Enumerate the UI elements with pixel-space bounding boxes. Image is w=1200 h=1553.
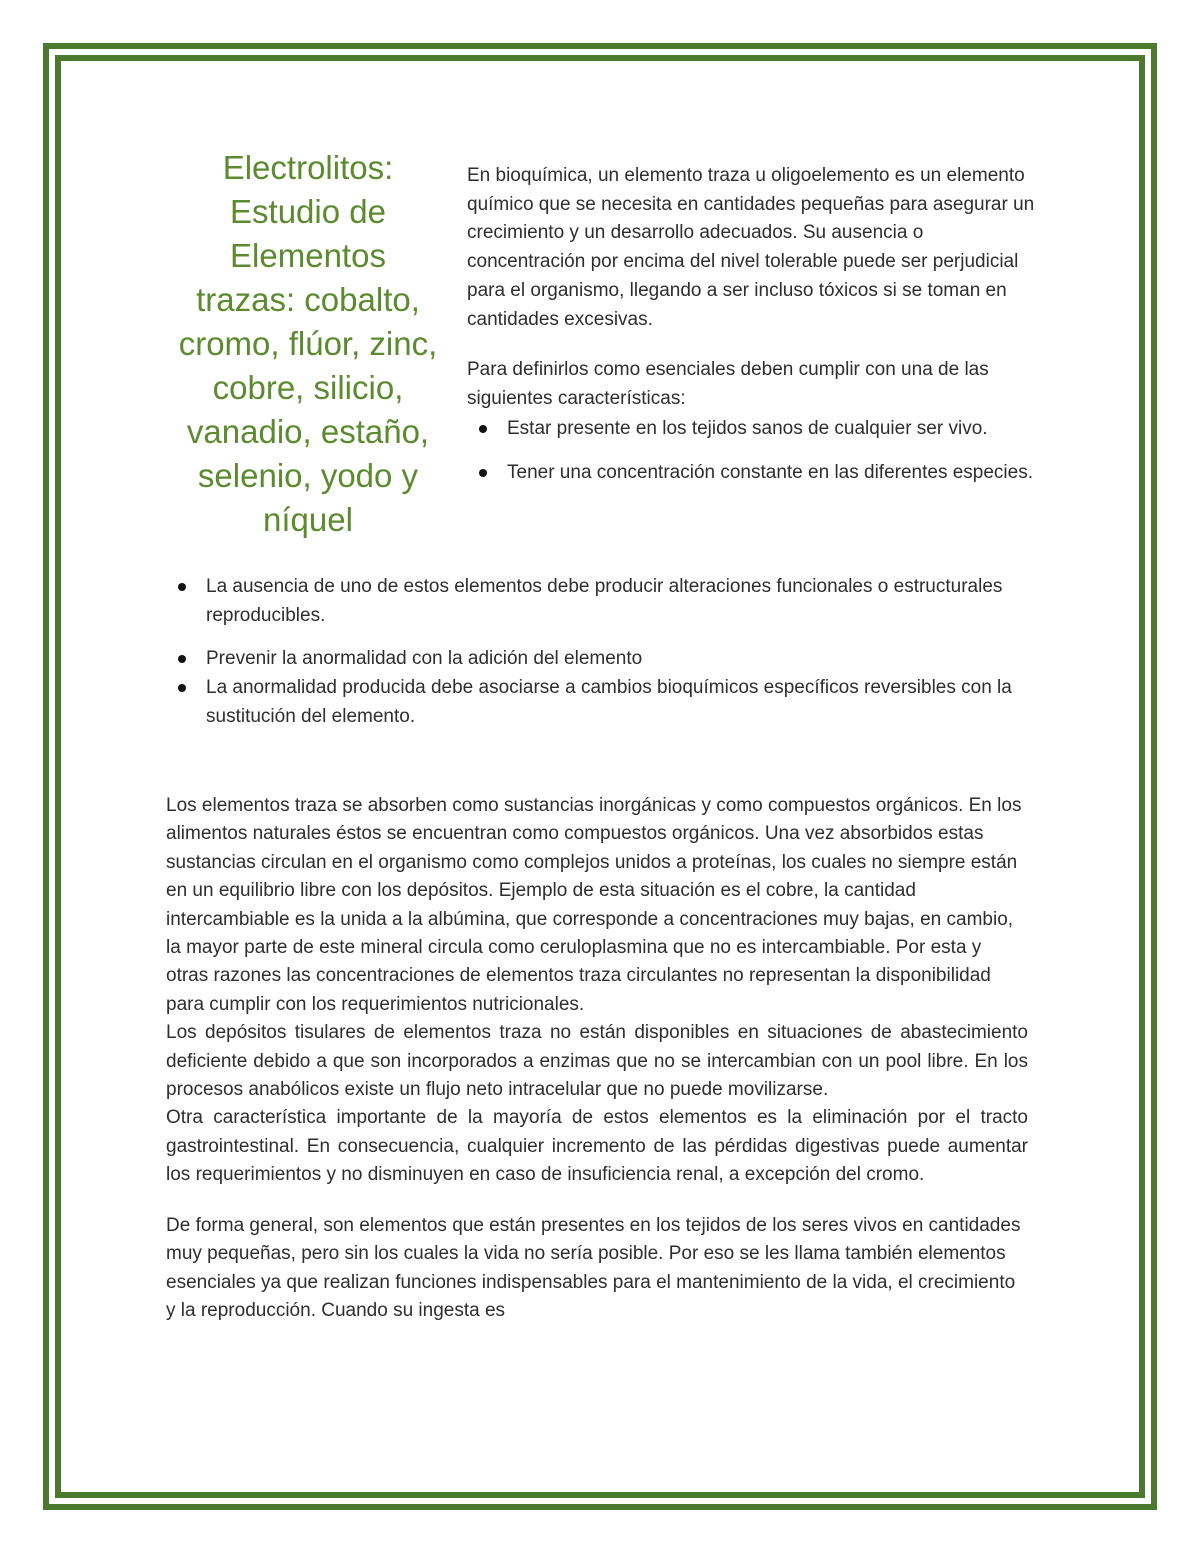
list-item: Estar presente en los tejidos sanos de cualquier ser vivo.: [467, 414, 1037, 444]
characteristics-list-top: [467, 414, 1037, 488]
list-item: Tener una concentración constante en las diferentes especies.: [467, 458, 1037, 488]
list-item: La anormalidad producida debe asociarse a cambios bioquímicos específicos reversibles con la sustitución del elemento.: [166, 673, 1026, 731]
characteristics-list-bottom: [166, 572, 1026, 731]
list-item: Prevenir la anormalidad con la adición del elemento: [166, 644, 1026, 673]
list-item: La ausencia de uno de estos elementos debe producir alteraciones funcionales o estructurales reproducibles.: [166, 572, 1026, 630]
document-title: Electrolitos: Estudio de Elementos trazas: cobalto, cromo, flúor, zinc, cobre, silicio, vanadio, estaño, selenio, yodo y níquel: [178, 149, 438, 538]
intro-paragraph: En bioquímica, un elemento traza u oligoelemento es un elemento químico que se necesita en cantidades pequeñas para asegurar un crecimiento y un desarrollo adecuados. Su ausencia o concentración por encima del nivel tolerable puede ser perjudicial para el organismo, llegando a ser incluso tóxicos si se toman en cantidades excesivas.: [467, 165, 1035, 330]
body-paragraph: De forma general, son elementos que están presentes en los tejidos de los seres vivos en cantidades muy pequeñas, pero sin los cuales la vida no sería posible. Por eso se les llama también elementos esenciales ya que realizan funciones indispensables para el mantenimiento de la vida, el crecimiento y la reproducción. Cuando su ingesta es: [166, 1214, 1021, 1321]
body-text: [166, 792, 1028, 1325]
body-paragraph: Los elementos traza se absorben como sustancias inorgánicas y como compuestos orgánicos. En los alimentos naturales éstos se encuentran como compuestos orgánicos. Una vez absorbidos estas sustancias circulan en el organismo como complejos unidos a proteínas, los cuales no siempre están en un equilibrio libre con los depósitos. Ejemplo de esta situación es el cobre, la cantidad intercambiable es la unida a la albúmina, que corresponde a concentraciones muy bajas, en cambio, la mayor parte de este mineral circula como ceruloplasmina que no es intercambiable. Por esta y otras razones las concentraciones de elementos traza circulantes no representan la disponibilidad para cumplir con los requerimientos nutricionales.: [166, 795, 1022, 1015]
body-paragraph: Los depósitos tisulares de elementos traza no están disponibles en situaciones de abastecimiento deficiente debido a que son incorporados a enzimas que no se intercambian con un pool libre. En los procesos anabólicos existe un flujo neto intracelular que no puede movilizarse.: [166, 1022, 1028, 1101]
intro-column: [467, 162, 1037, 488]
body-paragraph: Otra característica importante de la mayoría de estos elementos es la eliminación por el tracto gastrointestinal. En consecuencia, cualquier incremento de las pérdidas digestivas puede aumentar los requerimientos y no disminuyen en caso de insuficiencia renal, a excepción del cromo.: [166, 1107, 1028, 1186]
intro-characteristics-lead: Para definirlos como esenciales deben cumplir con una de las siguientes características:: [467, 359, 989, 409]
